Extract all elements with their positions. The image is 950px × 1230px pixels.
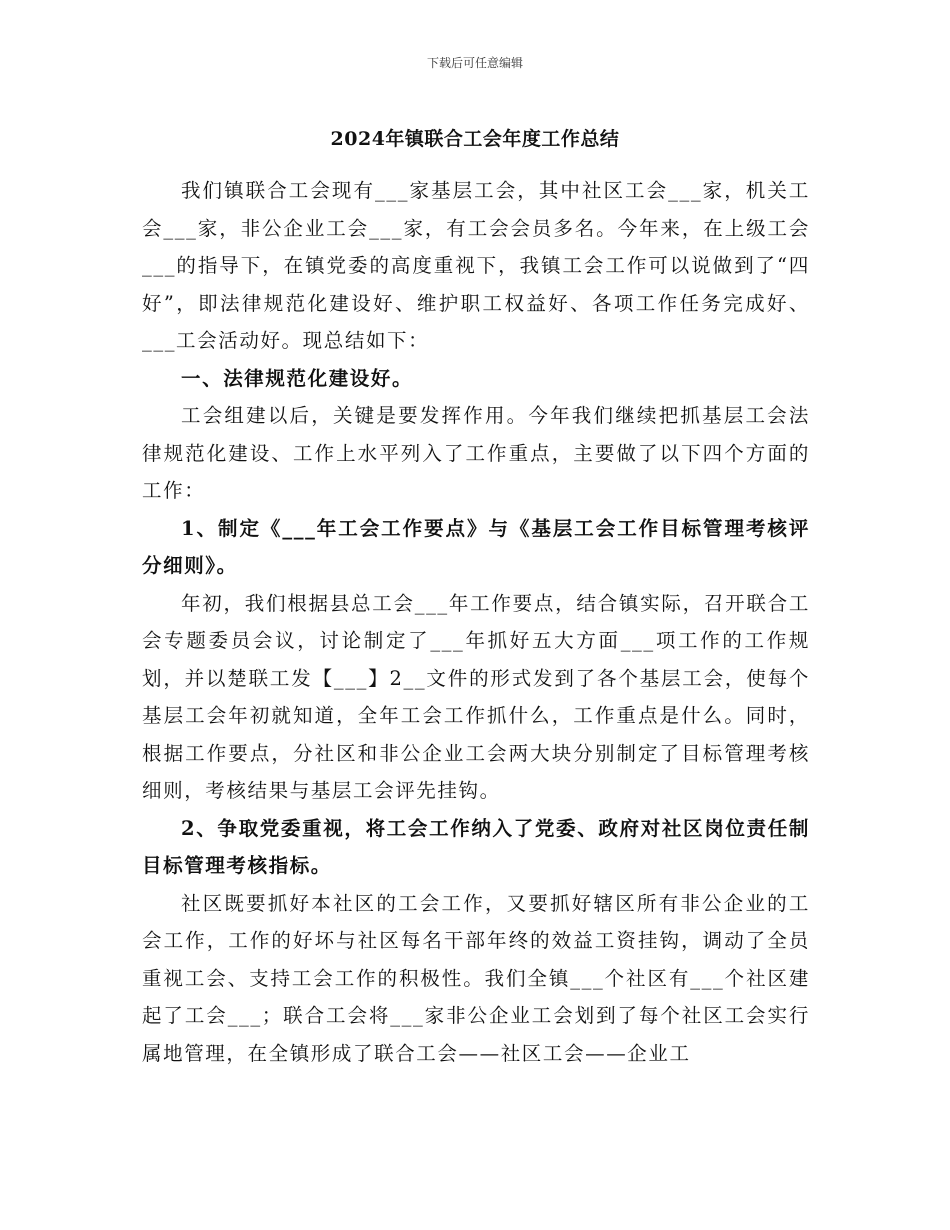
section-heading-1: 一、法律规范化建设好。 [181,366,414,390]
subheading-2: 2、争取党委重视，将工会工作纳入了党委、政府对社区岗位责任制目标管理考核指标。 [142,816,810,877]
subheading-1: 1、制定《___年工会工作要点》与《基层工会工作目标管理考核评分细则》。 [142,516,810,577]
paragraph-intro: 我们镇联合工会现有___家基层工会，其中社区工会___家，机关工会___家，非公企业工会___家，有工会会员多名。今年来，在上级工会___的指导下，在镇党委的高度重视下，我镇工会工作可以说做到了“四好”，即法律规范化建设好、维护职工权益好、各项工作任务完成好、___工会活动好。现总结如下： [142,179,810,352]
header-note: 下载后可任意编辑 [426,56,523,70]
document-body [142,172,810,1072]
document-title: 2024年镇联合工会年度工作总结 [330,128,620,150]
paragraph-subsection-1: 年初，我们根据县总工会___年工作要点，结合镇实际，召开联合工会专题委员会议，讨论制定了___年抓好五大方面___项工作的工作规划，并以楚联工发【___】2__文件的形式发到了各个基层工会，使每个基层工会年初就知道，全年工会工作抓什么，工作重点是什么。同时，根据工作要点，分社区和非公企业工会两大块分别制定了目标管理考核细则，考核结果与基层工会评先挂钩。 [142,591,810,802]
paragraph-section-1: 工会组建以后，关键是要发挥作用。今年我们继续把抓基层工会法律规范化建设、工作上水平列入了工作重点，主要做了以下四个方面的工作： [142,404,810,502]
paragraph-subsection-2: 社区既要抓好本社区的工会工作，又要抓好辖区所有非公企业的工会工作，工作的好坏与社区每名干部年终的效益工资挂钩，调动了全员重视工会、支持工会工作的积极性。我们全镇___个社区有___个社区建起了工会___；联合工会将___家非公企业工会划到了每个社区工会实行属地管理，在全镇形成了联合工会——社区工会——企业工 [142,891,810,1065]
